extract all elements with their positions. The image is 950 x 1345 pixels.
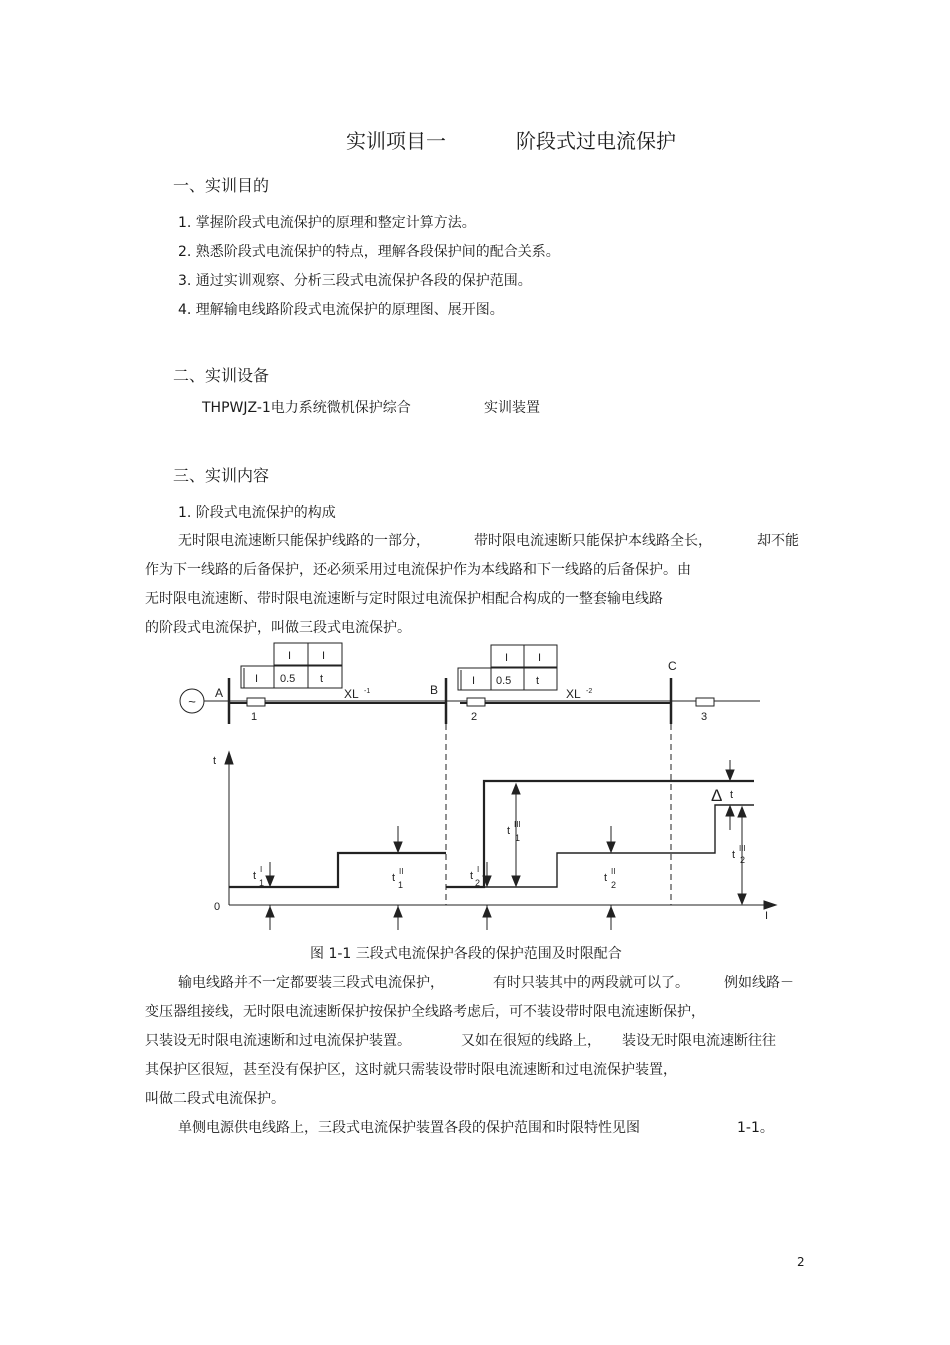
axis-t-label: t bbox=[213, 755, 217, 767]
t2-i-sub: 2 bbox=[475, 878, 481, 888]
line-sub-2: -2 bbox=[586, 688, 593, 695]
paragraph-2-line-1a: 输电线路并不一定都要装三段式电流保护， bbox=[178, 975, 444, 991]
paragraph-3-main: 单侧电源供电线路上，三段式电流保护装置各段的保护范围和时限特性见图 bbox=[178, 1120, 640, 1136]
relay2-bottom-right: t bbox=[536, 675, 540, 687]
section3-heading: 三、实训内容 bbox=[173, 466, 270, 485]
t2-ii-sup: II bbox=[611, 867, 616, 876]
t2-ii-base: t bbox=[604, 872, 608, 884]
line-sub-1: -1 bbox=[364, 688, 371, 695]
line-label-1: XL bbox=[344, 687, 359, 701]
page-title-part1: 实训项目一 bbox=[346, 129, 446, 153]
paragraph-1-line-2: 作为下一线路的后备保护，还必须采用过电流保护作为本线路和下一线路的后备保护。由 bbox=[145, 562, 691, 578]
objective-item-4: 4. 理解输电线路阶段式电流保护的原理图、展开图。 bbox=[178, 302, 504, 318]
relay1-bottom-mid: 0.5 bbox=[280, 673, 296, 685]
t1-ii-sup: II bbox=[399, 867, 404, 876]
source-symbol: ~ bbox=[188, 694, 196, 709]
delta-t-label: t bbox=[730, 789, 734, 801]
delta-symbol: Δ bbox=[711, 786, 723, 805]
t2-ii-sub: 2 bbox=[611, 880, 617, 890]
bus-label-c: C bbox=[668, 659, 677, 673]
objective-item-3: 3. 通过实训观察、分析三段式电流保护各段的保护范围。 bbox=[178, 273, 532, 289]
t1-iii-sup: III bbox=[514, 820, 521, 829]
relay1-bottom-left: I bbox=[255, 673, 259, 685]
t1-i-sub: 1 bbox=[259, 878, 265, 888]
relay2-bottom-mid: 0.5 bbox=[496, 675, 512, 687]
breaker-label-3: 3 bbox=[701, 711, 708, 723]
section2-heading: 二、实训设备 bbox=[173, 366, 270, 385]
line1-stage-3 bbox=[446, 781, 754, 887]
paragraph-1-line-1a: 无时限电流速断只能保护线路的一部分， bbox=[178, 533, 430, 549]
t2-iii-sub: 2 bbox=[740, 855, 746, 865]
relay2-bottom-left: I bbox=[472, 675, 476, 687]
paragraph-1-line-4: 的阶段式电流保护，叫做三段式电流保护。 bbox=[145, 620, 411, 636]
paragraph-2-line-3b: 又如在很短的线路上， bbox=[461, 1033, 601, 1049]
t1-ii-sub: 1 bbox=[398, 880, 404, 890]
paragraph-2-line-5: 叫做二段式电流保护。 bbox=[145, 1091, 285, 1107]
origin-label: 0 bbox=[214, 901, 221, 913]
bus-label-a: A bbox=[215, 686, 224, 700]
breaker-3 bbox=[696, 698, 714, 706]
paragraph-3-figref: 1-1。 bbox=[737, 1120, 774, 1136]
device-type: 实训装置 bbox=[484, 400, 540, 416]
line-label-2: XL bbox=[566, 687, 581, 701]
paragraph-2-line-4: 其保护区很短，甚至没有保护区，这时就只需装设带时限电流速断和过电流保护装置， bbox=[145, 1062, 677, 1078]
t2-i-sup: I bbox=[477, 865, 480, 874]
relay1-top-left: I bbox=[288, 650, 292, 662]
t2-i-base: t bbox=[470, 870, 474, 882]
paragraph-1-line-1c: 却不能 bbox=[757, 533, 799, 549]
t1-i-base: t bbox=[253, 870, 257, 882]
relay2-top-right: I bbox=[538, 652, 542, 664]
paragraph-2-line-3c: 装设无时限电流速断往往 bbox=[622, 1033, 776, 1049]
paragraph-1-line-3: 无时限电流速断、带时限电流速断与定时限过电流保护相配合构成的一整套输电线路 bbox=[145, 591, 663, 607]
paragraph-1-line-1b: 带时限电流速断只能保护本线路全长， bbox=[474, 533, 712, 549]
relay1-top-right: I bbox=[322, 650, 326, 662]
line2-stage-1-2-3 bbox=[446, 805, 754, 887]
bus-label-b: B bbox=[430, 683, 439, 697]
breaker-label-2: 2 bbox=[471, 711, 478, 723]
relay2-top-left: I bbox=[505, 652, 509, 664]
t1-ii-base: t bbox=[392, 872, 396, 884]
objective-item-1: 1. 掌握阶段式电流保护的原理和整定计算方法。 bbox=[178, 215, 476, 231]
section1-heading: 一、实训目的 bbox=[173, 176, 270, 195]
paragraph-2-line-1b: 有时只装其中的两段就可以了。 bbox=[493, 975, 689, 991]
paragraph-2-line-2: 变压器组接线，无时限电流速断保护按保护全线路考虑后，可不装设带时限电流速断保护， bbox=[145, 1004, 705, 1020]
t1-iii-base: t bbox=[507, 825, 511, 837]
t1-iii-sub: 1 bbox=[515, 833, 521, 843]
figure-caption: 图 1-1 三段式电流保护各段的保护范围及时限配合 bbox=[310, 946, 622, 962]
breaker-label-1: 1 bbox=[251, 711, 258, 723]
t2-iii-sup: III bbox=[739, 844, 746, 853]
objective-item-2: 2. 熟悉阶段式电流保护的特点，理解各段保护间的配合关系。 bbox=[178, 244, 560, 260]
device-name: THPWJZ-1电力系统微机保护综合 bbox=[202, 400, 411, 416]
paragraph-2-line-1c: 例如线路－ bbox=[724, 975, 794, 991]
subsection-1-heading: 1. 阶段式电流保护的构成 bbox=[178, 505, 336, 521]
axis-i-label: I bbox=[765, 910, 769, 922]
page-number: 2 bbox=[797, 1255, 805, 1269]
relay1-bottom-right: t bbox=[320, 673, 324, 685]
breaker-1 bbox=[247, 698, 265, 706]
t1-i-sup: I bbox=[260, 865, 263, 874]
t2-iii-base: t bbox=[732, 849, 736, 861]
page-title-part2: 阶段式过电流保护 bbox=[516, 129, 676, 153]
paragraph-2-line-3a: 只装设无时限电流速断和过电流保护装置。 bbox=[145, 1033, 411, 1049]
breaker-2 bbox=[467, 698, 485, 706]
